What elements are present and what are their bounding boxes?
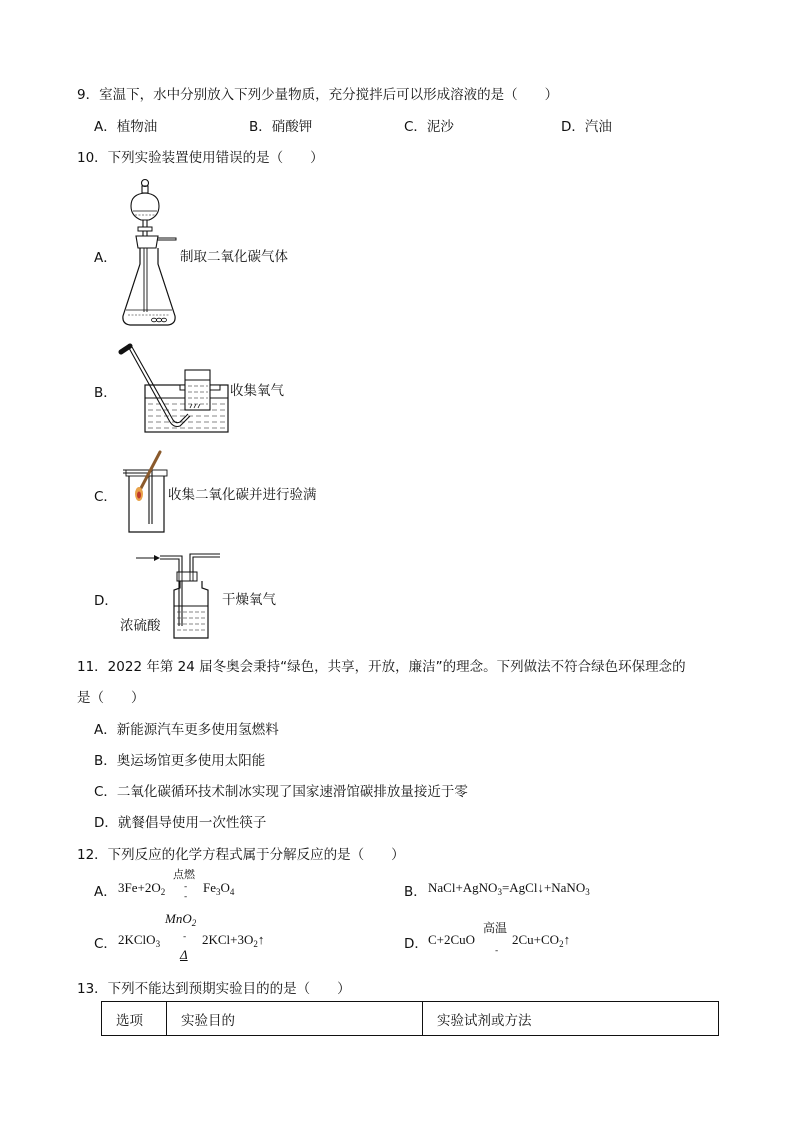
q10-option-b-letter: B． [94, 385, 117, 401]
q12-option-d-right: $2Cu+CO_2↑$ [512, 932, 571, 949]
q12-option-c-catalyst: MnO$_2$ [165, 911, 197, 928]
q11-option-a: A．新能源汽车更多使用氢燃料 [94, 722, 279, 738]
q11-option-d: D．就餐倡导使用一次性筷子 [94, 815, 267, 831]
q12-option-d-sign: - [495, 946, 499, 956]
q9-option-b: B．硝酸钾 [249, 119, 313, 135]
q10-option-c-letter: C． [94, 489, 117, 505]
q12-option-a-right: $Fe_3O_4$ [203, 880, 235, 897]
q9-option-a: A．植物油 [94, 119, 158, 135]
q11-option-c: C．二氧化碳循环技术制冰实现了国家速滑馆碳排放量接近于零 [94, 784, 468, 800]
q12-option-c-heat: Δ [180, 947, 188, 962]
flask-with-funnel-diagram [118, 178, 180, 330]
q12-option-d-left: C+2CuO [428, 932, 476, 947]
q10-option-d-letter: D． [94, 593, 118, 609]
q10-option-c-caption: 收集二氧化碳并进行验满 [168, 487, 317, 503]
table-header-purpose: 实验目的 [167, 1002, 423, 1036]
q11-option-b: B．奥运场馆更多使用太阳能 [94, 753, 266, 769]
q10-option-d-reagent-label: 浓硫酸 [120, 618, 161, 634]
q12-option-c-sign: - [183, 932, 187, 942]
q12-option-a-sign-bottom: - [184, 892, 188, 902]
q12-option-a-sign-top: - [184, 882, 188, 892]
q12-option-d-letter: D． [404, 936, 428, 952]
q10-option-d-caption: 干燥氧气 [222, 592, 276, 608]
q10-option-a-caption: 制取二氧化碳气体 [180, 249, 288, 265]
q12-option-d-condition: 高温 [483, 921, 508, 935]
water-trough-collection-diagram [118, 342, 230, 434]
q12-option-a-condition: 点燃 [173, 868, 195, 881]
q12-stem: 12．下列反应的化学方程式属于分解反应的是（ ） [77, 847, 405, 863]
gas-jar-with-burning-stick-diagram [120, 452, 172, 534]
q13-table [101, 1001, 719, 1036]
q12-option-a-left: $3Fe+2O_2$ [118, 880, 166, 897]
q11-stem-line1: 11．2022 年第 24 届冬奥会秉持“绿色，共享，开放，廉洁”的理念。下列做法不符合绿色环保理念的 [77, 659, 686, 675]
table-header-option: 选项 [102, 1002, 167, 1036]
q10-option-b-caption: 收集氧气 [230, 383, 284, 399]
q13-stem: 13．下列不能达到预期实验目的的是（ ） [77, 981, 351, 997]
q10-stem: 10．下列实验装置使用错误的是（ ） [77, 150, 324, 166]
q12-option-c-right: $2KCl+3O_2↑$ [202, 932, 265, 949]
q12-option-b-letter: B． [404, 884, 427, 900]
q12-option-c-left: 2KClO$_3$ [118, 932, 161, 949]
q12-option-b-equation: NaCl+AgNO$_3$=AgCl↓+NaNO$_3$ [428, 880, 590, 897]
q9-stem: 9．室温下，水中分别放入下列少量物质，充分搅拌后可以形成溶液的是（ ） [77, 87, 559, 103]
q12-option-c-letter: C． [94, 936, 117, 952]
q10-option-a-letter: A． [94, 250, 117, 266]
table-header-method: 实验试剂或方法 [423, 1002, 719, 1036]
q11-stem-line2: 是（ ） [77, 690, 145, 706]
q9-option-d: D．汽油 [561, 119, 612, 135]
table-header-row [102, 1002, 719, 1036]
q12-option-a-letter: A． [94, 884, 117, 900]
q9-option-c: C．泥沙 [404, 119, 454, 135]
